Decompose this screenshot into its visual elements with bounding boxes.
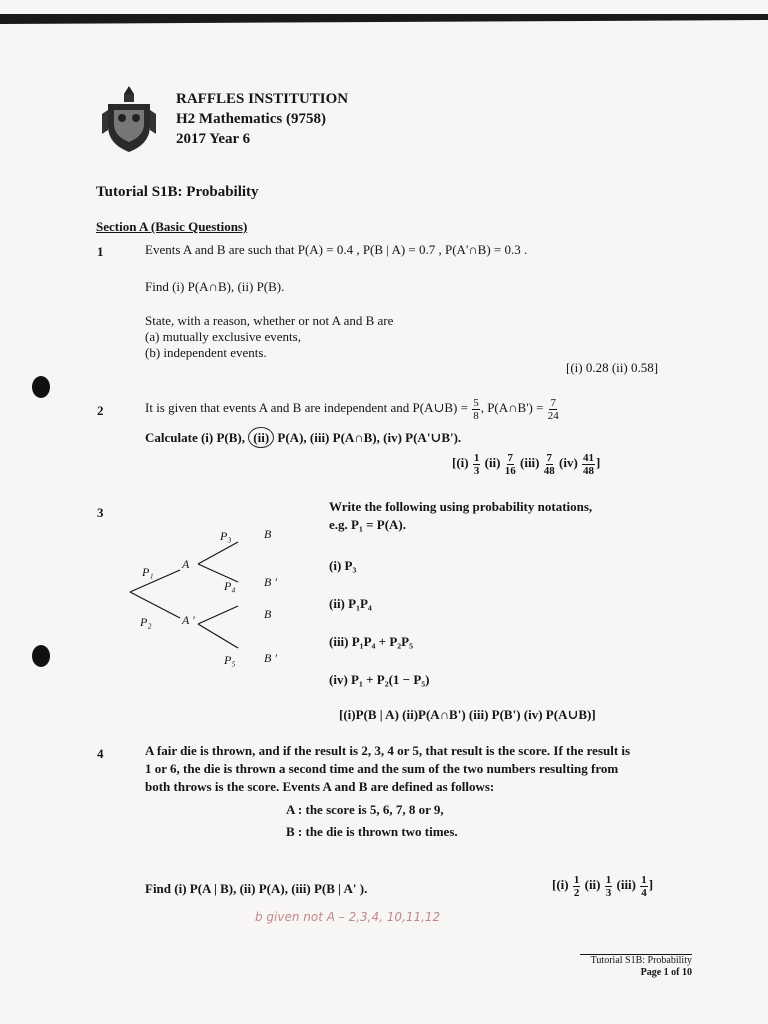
question-1-part-b: (b) independent events.	[145, 345, 267, 360]
circled-part-ii: (ii)	[248, 427, 274, 448]
question-4-find: Find (i) P(A | B), (ii) P(A), (iii) P(B | A' ).	[145, 881, 368, 896]
footer-title: Tutorial S1B: Probability	[590, 955, 692, 966]
question-3-prompt: Write the following using probability notations,	[329, 499, 593, 514]
tree-label-a: A	[182, 557, 190, 571]
question-4-line-2: 1 or 6, the die is thrown a second time and the sum of the two numbers resulting from	[145, 761, 619, 776]
question-3-item-iii: (iii) P₁P₄ + P₂P₅	[329, 634, 414, 649]
tree-label-b-prime-2: B '	[264, 651, 277, 665]
tree-label-a-prime: A '	[182, 613, 195, 627]
page-footer	[580, 954, 692, 979]
question-4-event-b: B : the die is thrown two times.	[286, 824, 458, 839]
course-year: 2017 Year 6	[176, 131, 251, 147]
tree-label-p3: P₃	[220, 529, 232, 543]
footer-page-number: Page 1 of 10	[640, 967, 692, 978]
tree-label-p2: P₂	[140, 615, 152, 629]
question-1-state: State, with a reason, whether or not A and B are	[145, 313, 394, 328]
tree-label-p5: P₅	[224, 653, 236, 667]
question-4-line-1: A fair die is thrown, and if the result is 2, 3, 4 or 5, that result is the score. If the result is	[145, 743, 631, 758]
page-title: Tutorial S1B: Probability	[96, 184, 259, 200]
course-name: H2 Mathematics (9758)	[176, 111, 326, 127]
question-1-part-a: (a) mutually exclusive events,	[145, 329, 301, 344]
tree-branch-B-given-A-prime	[198, 606, 238, 624]
question-3-item-iv: (iv) P₁ + P₂(1 − P₅)	[329, 672, 430, 687]
fraction-7-24: $\frac{7}{24}$	[547, 396, 559, 422]
question-2-text-a: It is given that events A and B are independent and P(A∪B) =	[145, 400, 472, 415]
tree-label-p4: P₄	[224, 579, 236, 593]
question-3-item-i: (i) P₃	[329, 558, 357, 573]
school-crest-logo	[100, 84, 158, 154]
tree-branch-A-prime	[130, 592, 180, 618]
scan-top-edge	[0, 14, 768, 24]
tree-branch-B-prime-given-A-prime	[198, 624, 238, 648]
question-3-item-ii: (ii) P₁P₄	[329, 596, 372, 611]
fraction-5-8: $\frac{5}{8}$	[473, 396, 479, 422]
question-2-answer: [(i) $\frac{1}{3}$ (ii) $\frac{7}{16}$ (iii) $\frac{7}{48}$ (iv) $\frac{41}{48}$ ]	[452, 451, 601, 477]
question-4-event-a: A : the score is 5, 6, 7, 8 or 9,	[286, 802, 444, 817]
section-heading: Section A (Basic Questions)	[96, 219, 248, 234]
question-1-statement: Events A and B are such that P(A) = 0.4 , P(B | A) = 0.7 , P(A'∩B) = 0.3 .	[145, 242, 528, 257]
question-2-calculate: Calculate (i) P(B), (ii) P(A), (iii) P(A∩B), (iv) P(A'∪B').	[145, 430, 461, 446]
probability-tree-diagram	[120, 520, 300, 670]
question-3-example: e.g. P₁ = P(A).	[329, 517, 407, 532]
tree-label-p1: P₁	[142, 565, 154, 579]
question-1-answer: [(i) 0.28 (ii) 0.58]	[566, 360, 659, 375]
question-4-answer: [(i) $\frac{1}{2}$ (ii) $\frac{1}{3}$ (iii) $\frac{1}{4}$ ]	[552, 873, 654, 899]
institution-name: RAFFLES INSTITUTION	[176, 91, 349, 107]
tree-branch-A	[130, 570, 180, 592]
tree-label-b-prime-1: B '	[264, 575, 277, 589]
handwritten-note: b given not A – 2,3,4, 10,11,12	[255, 910, 441, 924]
question-4-number: 4	[97, 746, 104, 761]
question-2-text-b: , P(A∩B') =	[480, 400, 547, 415]
question-1-number: 1	[97, 244, 104, 259]
question-1-find: Find (i) P(A∩B), (ii) P(B).	[145, 279, 285, 294]
tree-branch-B-given-A	[198, 542, 238, 564]
tree-label-b-1: B	[264, 527, 272, 541]
question-4-line-3: both throws is the score. Events A and B are defined as follows:	[145, 779, 495, 794]
punch-hole	[32, 376, 50, 398]
question-2-number: 2	[97, 403, 104, 418]
question-3-number: 3	[97, 505, 104, 520]
question-3-answer: [(i)P(B | A) (ii)P(A∩B') (iii) P(B') (iv) P(A∪B)]	[339, 707, 596, 722]
question-2-statement	[145, 394, 560, 422]
tree-label-b-2: B	[264, 607, 272, 621]
punch-hole	[32, 645, 50, 667]
